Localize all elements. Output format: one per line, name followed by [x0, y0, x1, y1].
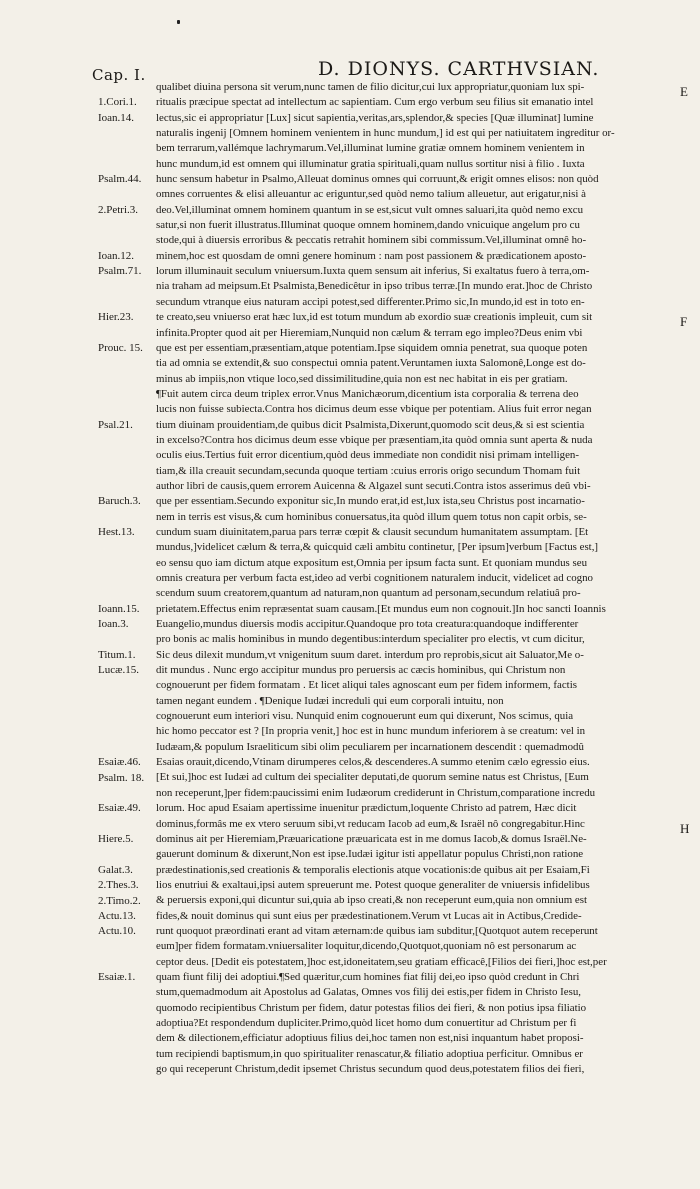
- text-line: oculis eius.Tertius fuit error dicentium,quòd deus immediate non condidit nisi primam intelligen-: [156, 449, 579, 462]
- text-line: deo.Vel,illuminat omnem hominem quantum in se est,sicut vult omnes saluari,ita quòd nemo excu: [156, 203, 584, 216]
- text-line: lorum. Hoc apud Esaiam apertissime inuenitur prædictum,loquente Christo ad patrem, Hæc dicit: [156, 802, 577, 815]
- margin-reference: Titum.1.: [98, 648, 136, 661]
- section-letter: H: [680, 820, 690, 836]
- margin-reference: Ioan.3.: [98, 618, 129, 631]
- text-line: qualibet diuina persona sit verum,nunc tamen de filio dicitur,cui lux appropriatur,quoniam lux spi-: [156, 81, 585, 93]
- text-line: dit mundus . Nunc ergo accipitur mundus pro peruersis ac cæcis hominibus, qui Christum non: [156, 664, 566, 677]
- margin-reference: Hest.13.: [98, 526, 135, 539]
- text-line: infinita.Propter quod ait per Hieremiam,Nunquid non cælum & terram ego impleo?Deus enim vbi: [156, 326, 583, 339]
- text-line: satur,si non fuerit illustratus.Illuminat quoque omnem hominem,dando vnicuique angelum pro cu: [156, 219, 580, 232]
- text-line: author libri de causis,quem errorem Auicenna & Algazel sunt secuti.Contra istos asserimus deû vbi-: [156, 479, 591, 492]
- running-title: D. DIONYS. CARTHVSIAN.: [318, 58, 600, 80]
- text-line: te creato,seu vniuerso erat hæc lux,id est totum mundum ab exordio suæ creationis impleuit, cum sit: [156, 311, 593, 324]
- text-line: nem in terris est visus,& cum hominibus conuersatus,ita quòd illum quem totus non capit orbis, se-: [156, 510, 587, 523]
- text-line: eum]per fidem formatam.vniuersaliter loquitur,dicendo,Quotquot,quoniam nô est personarum ac: [156, 940, 577, 953]
- margin-reference: Ioann.15.: [98, 602, 140, 615]
- margin-reference: Ioan.12.: [98, 249, 135, 262]
- text-line: hic homo peccator est ? [In propria venit,] hoc est in hunc mundum inferiorem à se creatum: vel in: [156, 725, 586, 738]
- margin-reference: 1.Cori.1.: [98, 96, 137, 109]
- margin-reference: Prouc. 15.: [98, 341, 143, 354]
- text-line: omnes corruentes & elisi alleuantur ac eriguntur,sed quòd nemo talium alleuetur, aut erigatur,nisi à: [156, 188, 586, 201]
- text-line: dominus,formâs me ex vtero seruum sibi,vt reducam Iacob ad eum,& Israël nô congregabitur.Hinc: [156, 817, 585, 830]
- margin-reference: Ioan.14.: [98, 111, 135, 124]
- text-line: tia ad omnia se extendit,& suo conspectui omnia patent.Veruntamen iuxta Salomonê,Longe est do-: [156, 357, 586, 370]
- margin-reference: Galat.3.: [98, 863, 133, 876]
- margin-reference: 2.Petri.3.: [98, 203, 139, 216]
- text-line: minem,hoc est quosdam de omni genere hominum : nam post passionem & prædicationem aposto-: [156, 249, 587, 262]
- text-line: stode,qui à diuersis erroribus & peccatis retrahit hominem sibi commissum.Vel,illuminat omnê ho-: [156, 234, 587, 247]
- margin-reference: 2.Thes.3.: [98, 879, 139, 892]
- text-line: & peruersis exponi,qui dicuntur sui,quia ab ipso creati,& non receperunt eum,quia non omnium est: [156, 894, 587, 907]
- text-line: ¶Fuit autem circa deum triplex error.Vnus Manichæorum,dicentium ista corporalia & terrena deo: [156, 387, 579, 400]
- section-letter: E: [680, 84, 688, 99]
- chapter-label: Cap. I.: [92, 66, 146, 84]
- text-line: prietatem.Effectus enim repræsentat suam causam.[Et mundus eum non cognouit.]In hoc sancti Ioannis: [156, 602, 606, 615]
- text-line: eo sensu quo iam dictum atque expositum est,Omnia per ipsum facta sunt. Et quoniam mundus seu: [156, 556, 588, 569]
- text-line: lucis non fuisse subiecta.Contra hos dicimus deum esse vbique per potentiam. Alius fuit error negan: [156, 403, 592, 416]
- text-line: Esaias orauit,dicendo,Vtinam dirumperes celos,& descenderes.A summo etenim cælo egressio eius.: [156, 756, 590, 769]
- text-line: Euangelio,mundus diuersis modis accipitur.Quandoque pro tota creatura:quandoque indifferenter: [156, 618, 579, 631]
- text-line: nia traham ad meipsum.Et Psalmista,Benedicêtur in ipso tribus terræ.[In mundo erat.]hoc de Christo: [156, 280, 593, 293]
- section-letter: F: [680, 314, 688, 330]
- margin-reference: Esaiæ.1.: [98, 971, 136, 984]
- margin-reference: Actu.13.: [98, 909, 136, 922]
- text-line: stum,quemadmodum ait Apostolus ad Galatas, Omnes vos filij dei estis,per fidem in Christo Iesu,: [156, 986, 581, 999]
- text-line: cognouerunt per fidem formatam . Et licet aliqui tales agnoscant eum per fidem informem, factis: [156, 679, 577, 692]
- margin-reference: 2.Timo.2.: [98, 894, 141, 907]
- text-line: Iudæam,& populum Israeliticum sibi olim peculiarem per incarnationem descendit : quemadmodû: [156, 740, 584, 753]
- margin-reference: Actu.10.: [98, 925, 136, 938]
- text-line: tamen negant eundem . ¶Denique Iudæi increduli qui eum corporali intuitu, non: [156, 694, 504, 707]
- text-line: go qui receperunt Christum,dedit ipsemet Christus secundum quod deus,potestatem filios dei fieri,: [156, 1063, 585, 1075]
- margin-reference: Psal.21.: [98, 418, 133, 431]
- margin-reference: Esaiæ.49.: [98, 802, 141, 815]
- text-line: adoptiua?Et respondendum dupliciter.Primo,quòd licet homo dum conuertitur ad Christum per fi: [156, 1016, 577, 1029]
- text-line: cognouerunt eum interiori visu. Nunquid enim cognouerunt eum qui dixerunt, Nos scimus, quia: [156, 710, 574, 723]
- text-line: gauerunt dominum & dixerunt,Non est ipse.Iudæi igitur isti appellatur populus Christi,non ratione: [156, 848, 584, 861]
- margin-reference: Psalm.44.: [98, 173, 142, 186]
- text-line: tiam,& illa creauit secundam,secunda quoque tertiam :cuius erroris origo secundum Thomam fuit: [156, 464, 581, 477]
- text-line: dominus ait per Hieremiam,Præuaricatione præuaricata est in me domus Iacob,& domus Israël.Ne-: [156, 832, 587, 845]
- margin-reference: Hiere.5.: [98, 833, 134, 846]
- text-line: minus ab impiis,non vtique loco,sed dissimilitudine,quia non est nec habitat in eis per gratiam.: [156, 372, 568, 385]
- text-line: lios enutriui & exaltaui,ipsi autem spreuerunt me. Potest quoque generaliter de vniuersis infidelibus: [156, 878, 590, 891]
- margin-reference: Lucæ.15.: [98, 664, 139, 677]
- text-line: [Et sui,]hoc est Iudæi ad cultum dei specialiter deputati,de quorum semine natus est Christus, [Eum: [156, 771, 589, 784]
- margin-reference: Hier.23.: [98, 311, 134, 324]
- text-line: quomodo recipientibus Christum per fidem, datur potestas filios dei fieri, & non potius ipsa filiatio: [156, 1001, 587, 1014]
- text-line: hunc mundum,id est omnem qui illuminatur gratia spirituali,quam nullus sortitur nisi à filio . Iuxta: [156, 157, 585, 170]
- text-line: Sic deus dilexit mundum,vt vnigenitum suum daret. interdum pro reprobis,sicut ait Saluator,Me o-: [156, 648, 584, 661]
- text-line: tum recipiendi baptismum,in quo spiritualiter renascatur,& filiatio adoptiua perficitur. Omnibus er: [156, 1047, 583, 1060]
- text-line: lorum illuminauit seculum vniuersum.Iuxta quem sensum ait inferius, Si exaltatus fuero à terra,om-: [156, 265, 590, 278]
- text-line: non receperunt,]per fidem:paucissimi enim Iudæorum crediderunt in Christum,comparatione incredu: [156, 786, 596, 799]
- text-line: scendum suum creatorem,quantum ad naturam,non quantum ad personam,secundum relatiuâ pro-: [156, 587, 581, 600]
- text-line: cundum suam diuinitatem,parua pars terræ cœpit & clausit secundum humanitatem assumptam. [Et: [156, 525, 589, 538]
- text-line: bem terrarum,vallémque lachrymarum.Vel,illuminat lumine gratiæ omnem hominem venientem in: [156, 142, 585, 155]
- text-line: naturalis ingenij [Omnem hominem venientem in hunc mundum,] id est qui per natiuitatem ingreditur or-: [156, 127, 615, 140]
- text-line: ritualis præcipue spectat ad intellectum ac sapientiam. Cum ergo verbum seu filius sit emanatio intel: [156, 96, 594, 109]
- text-line: runt quoquot præordinati erant ad vitam æternam:de quibus iam subditur,[Quotquot autem receperunt: [156, 924, 598, 937]
- text-line: lectus,sic ei appropriatur [Lux] sicut sapientia,veritas,ars,splendor,& species [Quæ illuminat] lumine: [156, 111, 594, 124]
- text-line: ceptor deus. [Dedit eis potestatem,]hoc est,idoneitatem,seu gratiam efficacê,[Filios dei fieri,]hoc est,per: [156, 955, 607, 968]
- margin-reference: Psalm.71.: [98, 265, 142, 278]
- text-line: prædestinationis,sed creationis & temporalis electionis atque vocationis:de quibus ait per Esaiam,Fi: [156, 863, 590, 876]
- text-line: omnis creatura per verbum facta est,ideo ad verbi cognitionem naturalem inducit, videlicet ad cogno: [156, 572, 593, 584]
- text-line: quam fiunt filij dei adoptiui.¶Sed quæritur,cum homines fiat filij dei,eo ipso quòd credunt in Chri: [156, 970, 580, 983]
- text-line: dem & dilectionem,efficiatur adoptiuus filius dei,hoc tamen non est,nisi inquantum habet proposi-: [156, 1032, 584, 1045]
- text-line: hunc sensum habetur in Psalmo,Alleuat dominus omnes qui corruunt,& erigit omnes elisos: non quòd: [156, 173, 599, 186]
- ink-speck: [177, 20, 180, 24]
- text-line: pro bonis ac malis hominibus in mundo degentibus:interdum specialiter pro electis, vt cum dicitur,: [156, 633, 585, 646]
- margin-reference: Esaiæ.46.: [98, 756, 141, 769]
- text-line: que per essentiam.Secundo exponitur sic,In mundo erat,id est,lux ista,seu Christus post incarnatio-: [156, 495, 585, 508]
- text-line: tium diuinam prouidentiam,de quibus dicit Psalmista,Dixerunt,quomodo scit deus,& si est scientia: [156, 418, 585, 431]
- text-line: fides,& nouit dominus qui sunt eius per prædestinationem.Verum vt Lucas ait in Actibus,Credide-: [156, 909, 582, 922]
- text-line: mundus,]videlicet cælum & terra,& quicquid cæli ambitu continetur, [Per ipsum]verbum [Factus est,]: [156, 541, 599, 554]
- margin-reference: Psalm. 18.: [98, 771, 145, 784]
- margin-reference: Baruch.3.: [98, 495, 141, 508]
- body-text: [156, 80, 676, 1077]
- text-line: que est per essentiam,præsentiam,atque potentiam.Ipse siquidem omnia penetrat, sua quoque poten: [156, 341, 588, 354]
- text-line: in excelso?Contra hos dicimus deum esse vbique per præsentiam,ita quòd omnia sunt aperta & nuda: [156, 433, 593, 446]
- text-line: secundum vtranque eius naturam accipi potest,sed differenter.Primo sic,In mundo,id est in toto en-: [156, 295, 585, 308]
